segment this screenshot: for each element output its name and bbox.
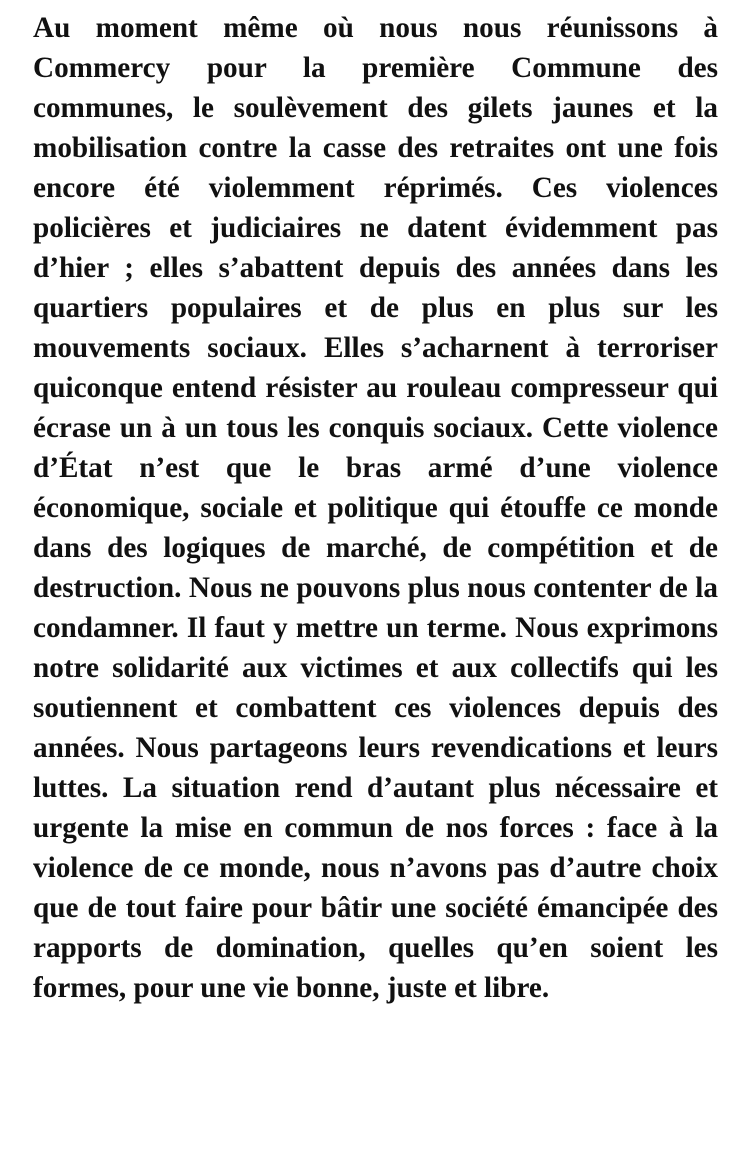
body-paragraph: Au moment même où nous nous réunissons à Commercy pour la première Commune des communes, le soulèvement des gilets jaunes et la mobilisation contre la casse des retraites ont une fois encore été violemment réprimés. Ces violences policières et judiciaires ne datent évidemment pas d’hier ; elles s’abattent depuis des années dans les quartiers populaires et de plus en plus sur les mouvements sociaux. Elles s’acharnent à terroriser quiconque entend résister au rouleau compresseur qui écrase un à un tous les conquis sociaux. Cette violence d’État n’est que le bras armé d’une violence économique, sociale et politique qui étouffe ce monde dans des logiques de marché, de compétition et de destruction. Nous ne pouvons plus nous contenter de la condamner. Il faut y mettre un terme. Nous exprimons notre solidarité aux victimes et aux collectifs qui les soutiennent et combattent ces violences depuis des années. Nous partageons leurs revendications et leurs luttes. La situation rend d’autant plus nécessaire et urgente la mise en commun de nos forces : face à la violence de ce monde, nous n’avons pas d’autre choix que de tout faire pour bâtir une société émancipée des rapports de domination, quelles qu’en soient les formes, pour une vie bonne, juste et libre. bbox=[33, 12, 718, 1004]
